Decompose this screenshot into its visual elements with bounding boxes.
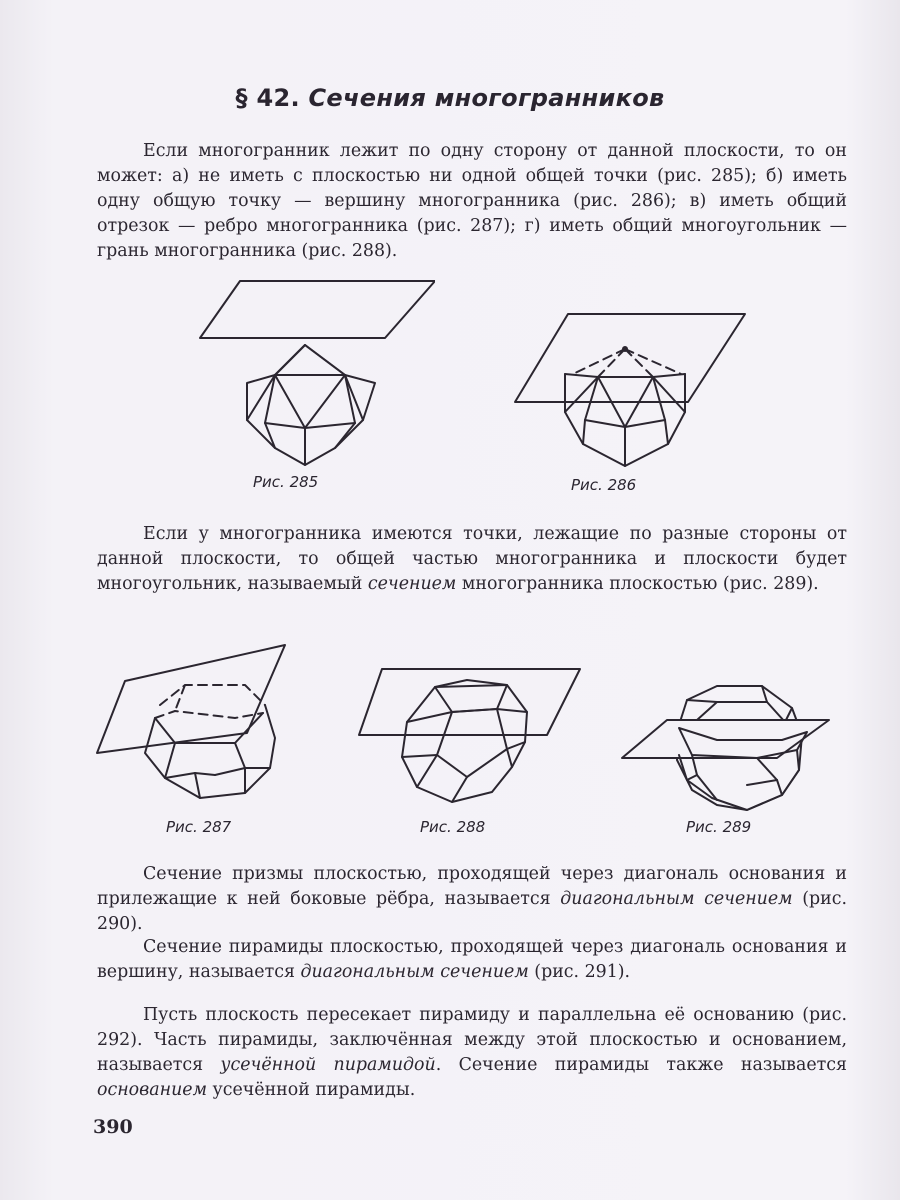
paragraph-3-text-b: (рис. 290). (97, 889, 847, 934)
figure-287-drawing (95, 643, 295, 808)
paragraph-1: Если многогранник лежит по одну сторону от данной плоскости, то он может: а) не иметь с плоскостью ни одной общей точки (рис. 285); б) иметь одну общую точку — вершину многогранника (рис. 286); в) иметь общий отрезок — ребро многогранника (рис. 287); г) иметь общий многоугольник — грань многогранника (рис. 288). (97, 141, 847, 261)
figure-285-drawing (195, 278, 435, 478)
figure-285-caption: Рис. 285 (253, 473, 319, 491)
page-number: 390 (93, 1116, 133, 1138)
figure-287-caption: Рис. 287 (166, 818, 232, 836)
plane-shape (359, 669, 580, 735)
plane-shape (97, 645, 285, 753)
paragraph-3 (97, 862, 847, 937)
paragraph-4 (97, 935, 847, 985)
figure-286-drawing (513, 312, 748, 472)
term-base: основанием (97, 1080, 207, 1100)
plane-shape (200, 281, 435, 338)
figure-288-caption: Рис. 288 (420, 818, 486, 836)
paragraph-2 (97, 522, 847, 597)
figure-288 (357, 667, 582, 812)
figure-286 (513, 312, 748, 472)
paragraph-5-text-b: . Сечение пирамиды также называется (435, 1055, 847, 1075)
polyhedron-shape (247, 345, 375, 465)
term-diagonal-section-pyramid: диагональным сечением (300, 962, 529, 982)
figure-288-drawing (357, 667, 582, 812)
paragraph-5 (97, 1003, 847, 1103)
section-number: § 42. (235, 84, 300, 112)
paragraph-5-text-c: усечённой пирамиды. (207, 1080, 416, 1100)
paragraph-4-text-b: (рис. 291). (528, 962, 631, 982)
figure-285 (195, 278, 435, 478)
page-title (0, 84, 900, 112)
figure-289-drawing (617, 680, 832, 820)
paragraph-4-text-a: Сечение пирамиды плоскостью, проходящей через диагональ основания и вершину, называется (97, 937, 847, 982)
paragraph-2-text-b: многогранника плоскостью (рис. 289). (456, 574, 819, 594)
figure-287 (95, 643, 295, 808)
figure-289-caption: Рис. 289 (686, 818, 752, 836)
term-frustum: усечённой пирамидой (220, 1055, 436, 1075)
section-title: Сечения многогранников (308, 84, 665, 112)
paragraph-2-text-a: Если у многогранника имеются точки, лежащие по разные стороны от данной плоскости, то общей частью многогранника и плоскости будет многоугольник, называемый (97, 524, 847, 594)
paragraph-5-text-a: Пусть плоскость пересекает пирамиду и параллельна её основанию (рис. 292). Часть пирамиды, заключённая между этой плоскостью и основанием, называется (97, 1005, 847, 1075)
plane-shape (515, 314, 745, 402)
figure-286-caption: Рис. 286 (571, 476, 637, 494)
term-diagonal-section: диагональным сечением (560, 889, 793, 909)
term-section: сечением (367, 574, 457, 594)
vertex-point (622, 346, 628, 352)
figure-289 (617, 680, 832, 820)
paragraph-3-text-a: Сечение призмы плоскостью, проходящей через диагональ основания и прилежащие к ней боковые рёбра, называется (97, 864, 847, 909)
